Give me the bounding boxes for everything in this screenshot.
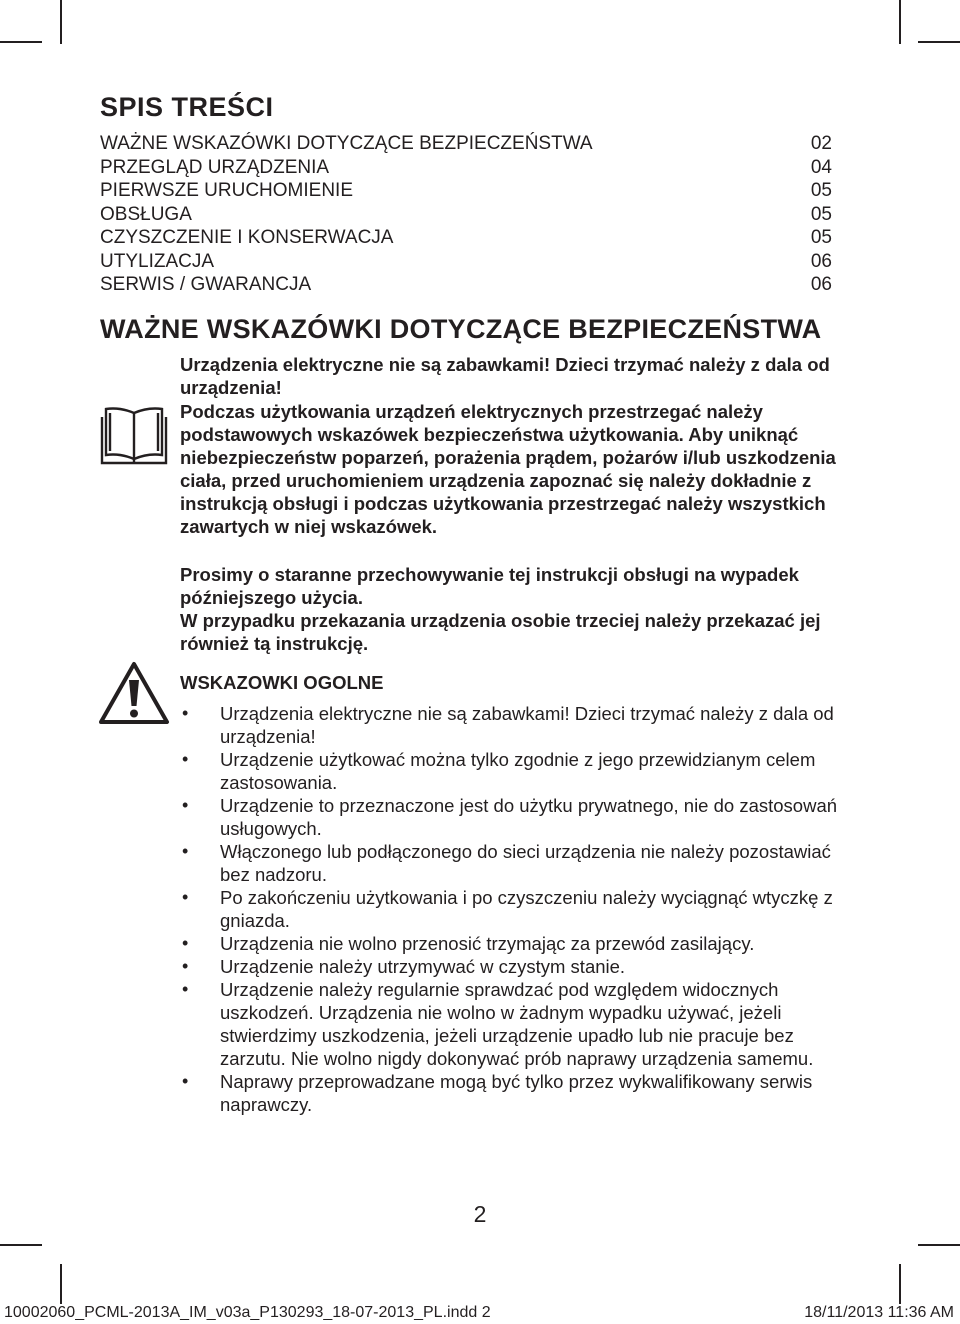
- toc-entry: [100, 132, 832, 156]
- toc-entry-label: CZYSZCZENIE I KONSERWACJA: [100, 227, 394, 248]
- toc-entry: [100, 250, 832, 274]
- pass-manual-paragraph: W przypadku przekazania urządzenia osobie trzeciej należy przekazać jej również tą instrukcję.: [180, 610, 821, 654]
- list-item: [180, 978, 860, 1070]
- list-item: [180, 840, 860, 886]
- bullet-dot-icon: •: [182, 841, 189, 861]
- footer-datetime: 18/11/2013 11:36 AM: [804, 1304, 954, 1321]
- book-icon: [98, 405, 170, 467]
- toc-entry-label: UTYLIZACJA: [100, 250, 215, 272]
- crop-mark-top-left-vertical: [60, 0, 62, 44]
- crop-mark-top-left-horizontal: [0, 41, 42, 43]
- list-item-text: Urządzenia elektryczne nie są zabawkami! Dzieci trzymać należy z dala od urządzenia!: [220, 703, 834, 747]
- list-item: [180, 955, 860, 978]
- toc-entry-page: 06: [810, 250, 832, 272]
- bullet-dot-icon: •: [182, 1071, 189, 1091]
- toc-entry: [100, 226, 832, 250]
- general-guidelines-title: WSKAZOWKI OGOLNE: [180, 672, 384, 693]
- crop-mark-bottom-right-vertical: [899, 1264, 901, 1304]
- toc-entry-page: 05: [810, 203, 832, 225]
- crop-mark-bottom-right-horizontal: [918, 1244, 960, 1246]
- bullet-dot-icon: •: [182, 887, 189, 907]
- toc-entry-page: 05: [810, 180, 832, 201]
- list-item-text: Urządzenie należy regularnie sprawdzać pod względem widocznych uszkodzeń. Urządzenia nie wolno w żadnym wypadku używać, jeżeli stwierdzimy uszkodzenia, jeżeli urządzenie upadło lub nie pracuje bez zarzutu. Nie wolno nigdy dokonywać prób naprawy urządzenia samemu.: [220, 979, 814, 1069]
- toc-entry: [100, 156, 832, 180]
- crop-mark-bottom-left-vertical: [60, 1264, 62, 1304]
- general-guidelines-list: [180, 702, 860, 1116]
- toc-entry-label: WAŻNE WSKAZÓWKI DOTYCZĄCE BEZPIECZEŃSTWA: [100, 133, 593, 154]
- list-item: [180, 1070, 860, 1116]
- toc-entry-label: PIERWSZE URUCHOMIENIE: [100, 180, 354, 201]
- toc-list: [100, 132, 832, 297]
- page-number: 2: [473, 1201, 487, 1227]
- keep-manual-paragraph: Prosimy o staranne przechowywanie tej instrukcji obsługi na wypadek późniejszego użycia.: [180, 564, 799, 608]
- list-item: [180, 748, 860, 794]
- list-item: [180, 702, 860, 748]
- bullet-dot-icon: •: [182, 979, 189, 999]
- toc-entry-page: 06: [810, 274, 832, 295]
- bullet-dot-icon: •: [182, 795, 189, 815]
- toc-entry: [100, 179, 832, 203]
- intro-paragraph-2: Podczas użytkowania urządzeń elektrycznych przestrzegać należy podstawowych wskazówek bezpieczeństwa użytkowania. Aby uniknąć niebezpieczeństw poparzeń, porażenia prądem, pożarów i/lub uszkodzenia ciała, przed uruchomieniem urządzenia zapoznać się należy dokładnie z instrukcją obsługi i podczas użytkowania przestrzegać należy wszystkich zawartych w niej wskazówek.: [180, 401, 836, 537]
- crop-mark-top-right-horizontal: [918, 41, 960, 43]
- list-item-text: Naprawy przeprowadzane mogą być tylko przez wykwalifikowany serwis naprawczy.: [220, 1071, 813, 1115]
- list-item: [180, 886, 860, 932]
- list-item: [180, 932, 860, 955]
- safety-section-title: WAŻNE WSKAZÓWKI DOTYCZĄCE BEZPIECZEŃSTWA: [100, 314, 822, 344]
- list-item-text: Urządzenie należy utrzymywać w czystym stanie.: [220, 956, 626, 977]
- toc-entry-label: OBSŁUGA: [100, 203, 192, 225]
- toc-entry: [100, 273, 832, 297]
- toc-entry-label: SERWIS / GWARANCJA: [100, 274, 312, 295]
- list-item-text: Po zakończeniu użytkowania i po czyszczeniu należy wyciągnąć wtyczkę z gniazda.: [220, 887, 833, 931]
- warning-triangle-icon: [98, 660, 170, 726]
- toc-entry-label: PRZEGLĄD URZĄDZENIA: [100, 156, 330, 178]
- bullet-dot-icon: •: [182, 703, 189, 723]
- list-item-text: Urządzenie użytkować można tylko zgodnie z jego przewidzianym celem zastosowania.: [220, 749, 816, 793]
- list-item-text: Urządzenie to przeznaczone jest do użytku prywatnego, nie do zastosowań usługowych.: [220, 795, 838, 839]
- crop-mark-top-right-vertical: [899, 0, 901, 44]
- bullet-dot-icon: •: [182, 933, 189, 953]
- list-item-text: Włączonego lub podłączonego do sieci urządzenia nie należy pozostawiać bez nadzoru.: [220, 841, 831, 885]
- toc-entry-page: 04: [810, 156, 832, 178]
- intro-paragraph-1: Urządzenia elektryczne nie są zabawkami! Dzieci trzymać należy z dala od urządzenia!: [180, 354, 830, 398]
- bullet-dot-icon: •: [182, 749, 189, 769]
- toc-entry-page: 05: [810, 227, 832, 248]
- list-item: [180, 794, 860, 840]
- toc-entry-page: 02: [810, 133, 832, 154]
- toc-title: SPIS TREŚCI: [100, 92, 274, 122]
- toc-entry: [100, 203, 832, 227]
- bullet-dot-icon: •: [182, 956, 189, 976]
- footer-file-name: 10002060_PCML-2013A_IM_v03a_P130293_18-07-2013_PL.indd 2: [4, 1304, 491, 1321]
- crop-mark-bottom-left-horizontal: [0, 1244, 42, 1246]
- list-item-text: Urządzenia nie wolno przenosić trzymając za przewód zasilający.: [220, 933, 755, 954]
